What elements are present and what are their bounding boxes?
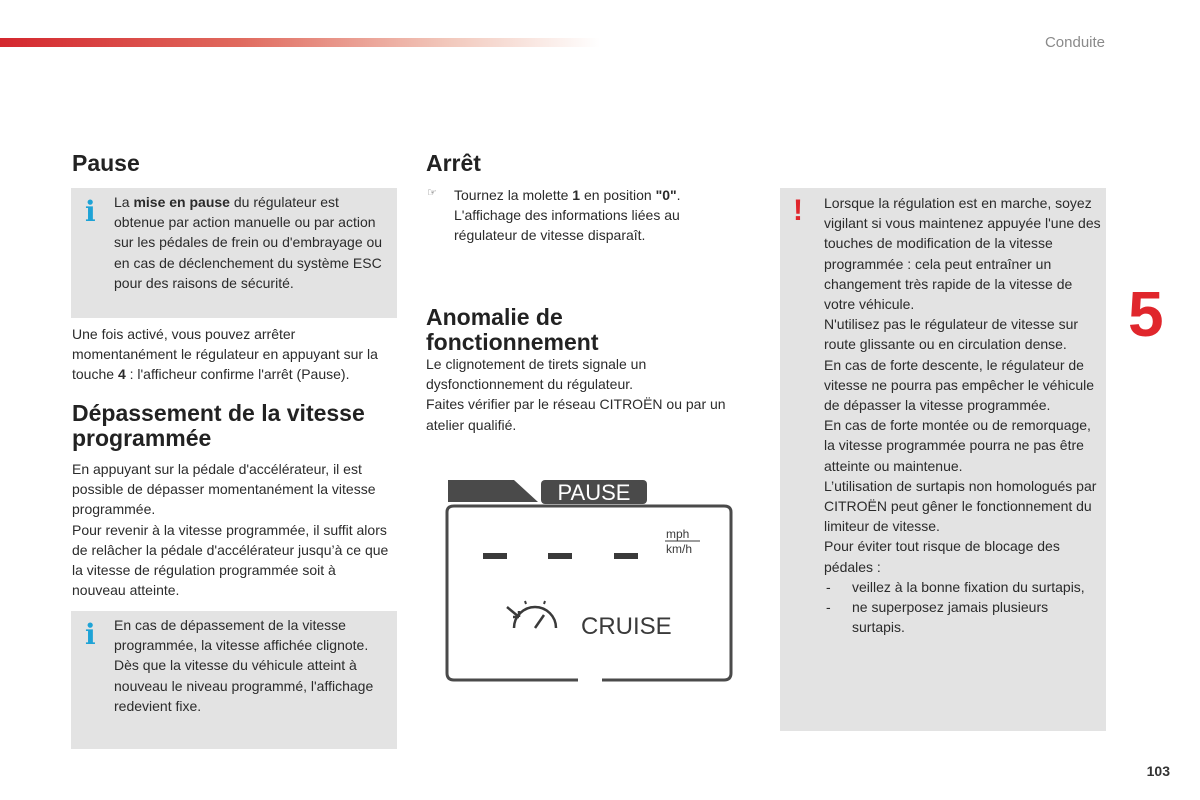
pause-info-box bbox=[71, 188, 397, 318]
pause-info-text: La mise en pause du régulateur est obtenue par action manuelle ou par action sur les pédales de frein ou d'embrayage ou en cas de déclenchement du système ESC pour des raisons de sécurité. bbox=[114, 194, 383, 291]
overspeed-info-text: En cas de dépassement de la vitesse programmée, la vitesse affichée clignote. Dès que la vitesse du véhicule atteint à nouveau le niveau programmé, l'affichage redevient fixe. bbox=[114, 617, 374, 714]
header-accent-bar bbox=[0, 38, 600, 47]
malfunction-heading: Anomalie de fonctionnement bbox=[426, 304, 599, 355]
stop-instruction: Tournez la molette 1 en position "0". L'affichage des informations liées au régulateur de vitesse disparaît. bbox=[454, 187, 681, 244]
overspeed-para-1: En appuyant sur la pédale d'accélérateur, il est possible de dépasser momentanément la vitesse programmée. bbox=[72, 461, 376, 518]
pointing-hand-icon: ☞ bbox=[427, 187, 437, 199]
info-icon: i bbox=[85, 195, 96, 228]
warning-icon: ! bbox=[793, 194, 803, 227]
warning-text: Lorsque la régulation est en marche, soyez vigilant si vous maintenez appuyée l'une des touches de modification de la vitesse programmée : cela peut entraîner un changement très rapide de la vitesse de votre véhicule. N'utilisez pas le régulateur de vitesse sur route glissante ou en circulation dense. En cas de forte descente, le régulateur de vitesse ne pourra pas empêcher le véhicule de dépasser la vitesse programmée. En cas de forte montée ou de remorquage, la vitesse programmée pourra ne pas être atteinte ou maintenue. L’utilisation de surtapis non homologués par CITROËN peut gêner le fonctionnement du limiteur de vitesse. Pour éviter tout risque de blocage des pédales : - veillez à la bonne fixation du surtapis, - ne superposez jamais plusieurs surtapis. bbox=[824, 193, 1102, 637]
overspeed-para-2: Pour revenir à la vitesse programmée, il suffit alors de relâcher la pédale d'accélérateur jusqu’à ce que la vitesse de régulation programmée soit à nouveau atteinte. bbox=[72, 521, 389, 599]
unit-mph: mph bbox=[666, 527, 690, 541]
pause-heading: Pause bbox=[72, 150, 140, 176]
cruise-control-icon bbox=[507, 601, 556, 628]
chapter-number: 5 bbox=[1128, 278, 1164, 350]
page-number: 103 bbox=[1146, 763, 1170, 779]
warning-list bbox=[824, 577, 1102, 638]
pause-paragraph: Une fois activé, vous pouvez arrêter momentanément le régulateur en appuyant sur la touche 4 : l'afficheur confirme l'arrêt (Pause). bbox=[72, 326, 378, 383]
info-icon: i bbox=[85, 618, 96, 651]
display-frame-gap bbox=[578, 676, 602, 684]
stop-heading: Arrêt bbox=[426, 150, 481, 176]
display-tab-shape bbox=[448, 480, 538, 502]
overspeed-heading: Dépassement de la vitesse programmée bbox=[72, 400, 365, 451]
speed-dash-1 bbox=[483, 553, 507, 559]
warning-box bbox=[780, 188, 1106, 731]
speed-dash-3 bbox=[614, 553, 638, 559]
list-item: - ne superposez jamais plusieurs surtapis. bbox=[824, 597, 1102, 637]
speed-dash-2 bbox=[548, 553, 572, 559]
section-title: Conduite bbox=[1044, 34, 1105, 51]
cruise-label: CRUISE bbox=[581, 613, 672, 640]
overspeed-paragraphs bbox=[72, 459, 392, 600]
unit-kmh: km/h bbox=[666, 542, 693, 556]
list-item: - veillez à la bonne fixation du surtapis, bbox=[824, 577, 1102, 597]
cruise-display-illustration bbox=[444, 476, 736, 686]
pause-label: PAUSE bbox=[557, 480, 631, 505]
malfunction-text: Le clignotement de tirets signale un dysfonctionnement du régulateur. Faites vérifier par le réseau CITROËN ou par un atelier qualifié. bbox=[426, 356, 726, 433]
overspeed-info-box bbox=[71, 611, 397, 749]
